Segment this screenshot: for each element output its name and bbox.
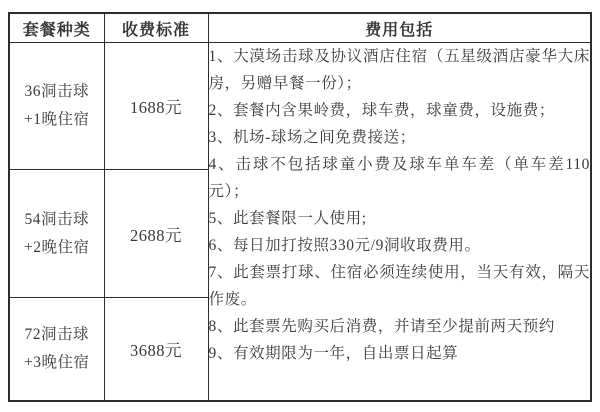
include-item-6: 6、每日加打按照330元/9洞收取费用。: [208, 237, 481, 254]
package-cell-54holes: [9, 170, 104, 298]
include-item-7: 7、此套票打球、住宿必须连续使用，当天有效，隔天作废。: [208, 264, 590, 308]
package-name-line: 72洞击球: [24, 326, 89, 343]
package-name-line: +1晚住宿: [24, 111, 90, 128]
price-cell-54holes: 2688元: [104, 170, 208, 298]
table-row: [9, 43, 591, 170]
include-item-1: 1、大漠场击球及协议酒店住宿（五星级酒店豪华大床房，另赠早餐一份）；: [208, 48, 590, 92]
package-name-line: +2晚住宿: [24, 238, 90, 256]
include-item-5: 5、此套餐限一人使用;: [208, 210, 367, 227]
include-item-2: 2、套餐内含果岭费，球车费，球童费，设施费；: [208, 102, 555, 119]
header-price-standard: 收费标准: [104, 13, 208, 43]
package-cell-72holes: [9, 298, 104, 402]
package-cell-36holes: [9, 43, 104, 170]
price-cell-72holes: 3688元: [104, 298, 208, 402]
header-fee-includes: 费用包括: [208, 13, 591, 43]
pricing-table: [8, 12, 592, 402]
price-cell-36holes: 1688元: [104, 43, 208, 170]
include-item-4: 4、击球不包括球童小费及球车单车差（单车差110元）；: [208, 156, 590, 200]
package-name-line: 36洞击球: [24, 83, 89, 100]
package-name-line: 54洞击球: [24, 210, 89, 228]
include-item-9: 9、有效期限为一年，自出票日起算: [208, 345, 459, 362]
package-name-line: +3晚住宿: [24, 354, 90, 371]
header-package-type: 套餐种类: [9, 13, 104, 43]
include-item-3: 3、机场-球场之间免费接送；: [208, 129, 416, 146]
fee-includes-cell: [208, 43, 591, 402]
header-row: [9, 13, 591, 43]
include-item-8: 8、此套票先购买后消费，并请至少提前两天预约: [208, 318, 555, 335]
